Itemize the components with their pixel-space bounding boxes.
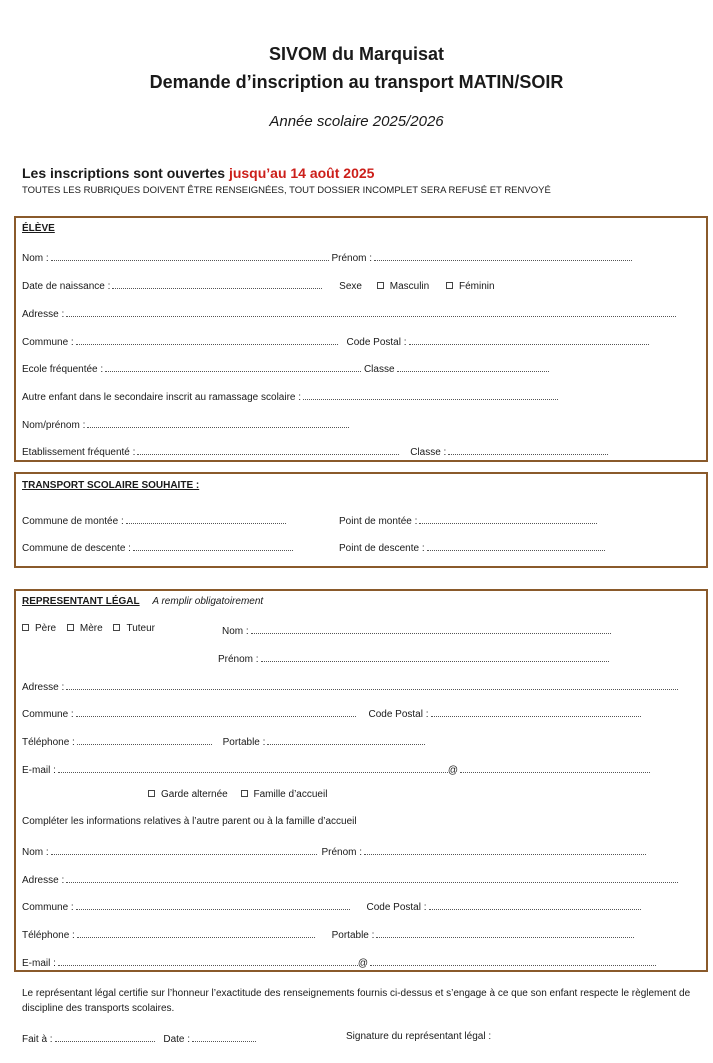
rep-commune-field[interactable]: [76, 706, 356, 717]
fait-a-field[interactable]: [55, 1031, 155, 1042]
other-email-label: E-mail :: [22, 958, 56, 969]
ecole-label: Ecole fréquentée :: [22, 364, 104, 375]
rep-telephone-label: Téléphone :: [22, 737, 75, 748]
garde-row: [148, 789, 327, 800]
point-montee-field[interactable]: [419, 513, 597, 524]
other-prenom-label: Prénom :: [321, 847, 363, 858]
eleve-prenom-label: Prénom :: [331, 253, 373, 264]
feminin-checkbox[interactable]: [446, 282, 453, 289]
famille-accueil-label: Famille d’accueil: [253, 789, 328, 800]
masculin-label: Masculin: [389, 281, 430, 292]
classe2-field[interactable]: [448, 444, 608, 455]
nom-prenom-row: [22, 417, 349, 431]
commune-descente-field[interactable]: [133, 540, 293, 551]
rep-nom-label: Nom :: [222, 626, 249, 637]
tuteur-label: Tuteur: [126, 623, 156, 634]
eleve-birth-row: [22, 278, 495, 292]
other-email-user-field[interactable]: [58, 955, 358, 966]
commune-descente-label: Commune de descente :: [22, 543, 131, 554]
mere-checkbox[interactable]: [67, 624, 74, 631]
notice-prefix: Les inscriptions sont ouvertes: [22, 165, 229, 181]
mere-label: Mère: [79, 623, 103, 634]
eleve-cp-field[interactable]: [409, 334, 649, 345]
other-email-at: @: [357, 958, 369, 969]
eleve-commune-field[interactable]: [76, 334, 338, 345]
rep-email-user-field[interactable]: [58, 762, 448, 773]
other-cp-field[interactable]: [429, 899, 641, 910]
commune-montee-field[interactable]: [126, 513, 286, 524]
garde-alternee-checkbox[interactable]: [148, 790, 155, 797]
autre-enfant-label: Autre enfant dans le secondaire inscrit au ramassage scolaire :: [22, 392, 302, 403]
other-adresse-row: [22, 872, 678, 886]
feminin-label: Féminin: [459, 281, 495, 292]
autre-enfant-field[interactable]: [303, 389, 558, 400]
completer-instruction: Compléter les informations relatives à l’autre parent ou à la famille d’accueil: [22, 816, 357, 827]
descente-row: [22, 540, 293, 554]
rep-nom-row: [222, 623, 611, 637]
sexe-label: Sexe: [339, 281, 362, 292]
point-descente-label: Point de descente :: [339, 543, 425, 554]
section-heading-transport: TRANSPORT SCOLAIRE SOUHAITE :: [22, 480, 200, 491]
rep-portable-label: Portable :: [222, 737, 266, 748]
form-title: Demande d’inscription au transport MATIN/SOIR: [149, 72, 564, 92]
eleve-commune-row: [22, 334, 649, 348]
other-portable-label: Portable :: [331, 930, 375, 941]
classe2-label: Classe :: [410, 447, 447, 458]
rep-email-at: @: [447, 765, 459, 776]
other-adresse-label: Adresse :: [22, 875, 65, 886]
representant-note: A remplir obligatoirement: [152, 596, 264, 607]
other-commune-field[interactable]: [76, 899, 350, 910]
other-cp-label: Code Postal :: [366, 902, 427, 913]
etablissement-label: Etablissement fréquenté :: [22, 447, 136, 458]
rep-prenom-field[interactable]: [261, 651, 609, 662]
form-title-organisation: SIVOM du Marquisat: [268, 44, 445, 64]
nom-prenom-field[interactable]: [87, 417, 349, 428]
point-descente-row: [339, 540, 605, 554]
date-field[interactable]: [192, 1031, 256, 1042]
classe-label: Classe: [363, 364, 395, 375]
commune-montee-label: Commune de montée :: [22, 516, 124, 527]
section-representant: [14, 589, 708, 972]
rep-adresse-field[interactable]: [66, 679, 678, 690]
eleve-adresse-row: [22, 306, 676, 320]
eleve-adresse-field[interactable]: [66, 306, 676, 317]
other-nom-row: [22, 844, 646, 858]
mandatory-notice: TOUTES LES RUBRIQUES DOIVENT ÊTRE RENSEIGNÉES, TOUT DOSSIER INCOMPLET SERA REFUSÉ ET RENVOYÉ: [22, 185, 551, 196]
rep-telephone-field[interactable]: [77, 734, 212, 745]
nom-prenom-label: Nom/prénom :: [22, 420, 86, 431]
classe-field[interactable]: [397, 361, 549, 372]
birthdate-label: Date de naissance :: [22, 281, 111, 292]
other-telephone-label: Téléphone :: [22, 930, 75, 941]
rep-portable-field[interactable]: [267, 734, 425, 745]
eleve-adresse-label: Adresse :: [22, 309, 65, 320]
eleve-nom-row: [22, 250, 632, 264]
certification-text: Le représentant légal certifie sur l’honneur l’exactitude des renseignements fournis ci-dessus et s’engage à ce que son enfant respecte le règlement de discipline des transports scolaires.: [22, 988, 691, 1014]
birthdate-field[interactable]: [112, 278, 322, 289]
registration-notice: [22, 165, 374, 181]
section-heading-representant: REPRESENTANT LÉGAL: [22, 596, 140, 607]
eleve-cp-label: Code Postal :: [346, 337, 407, 348]
rep-email-domain-field[interactable]: [460, 762, 650, 773]
other-email-row: [22, 955, 656, 969]
rep-nom-field[interactable]: [251, 623, 611, 634]
other-commune-row: [22, 899, 641, 913]
other-adresse-field[interactable]: [66, 872, 678, 883]
other-portable-field[interactable]: [376, 927, 634, 938]
autre-enfant-row: [22, 389, 558, 403]
other-nom-label: Nom :: [22, 847, 49, 858]
other-email-domain-field[interactable]: [370, 955, 656, 966]
point-montee-label: Point de montée :: [339, 516, 418, 527]
rep-email-label: E-mail :: [22, 765, 56, 776]
eleve-commune-label: Commune :: [22, 337, 74, 348]
point-montee-row: [339, 513, 597, 527]
pere-label: Père: [35, 623, 57, 634]
fait-date-row: [22, 1031, 256, 1045]
rep-prenom-row: [218, 651, 609, 665]
tuteur-checkbox[interactable]: [113, 624, 120, 631]
garde-alternee-label: Garde alternée: [161, 789, 228, 800]
montee-row: [22, 513, 286, 527]
eleve-prenom-field[interactable]: [374, 250, 632, 261]
other-telephone-field[interactable]: [77, 927, 315, 938]
other-nom-field[interactable]: [51, 844, 317, 855]
rep-phone-row: [22, 734, 425, 748]
rep-email-row: [22, 762, 650, 776]
relation-row: [22, 623, 155, 634]
etablissement-row: [22, 444, 608, 458]
famille-accueil-checkbox[interactable]: [241, 790, 248, 797]
rep-commune-label: Commune :: [22, 709, 74, 720]
section-heading-eleve: ÉLÈVE: [22, 223, 55, 234]
signature-label: Signature du représentant légal :: [346, 1031, 492, 1042]
date-label: Date :: [163, 1034, 191, 1045]
other-phone-row: [22, 927, 634, 941]
eleve-nom-label: Nom :: [22, 253, 49, 264]
rep-cp-label: Code Postal :: [368, 709, 429, 720]
representant-heading-row: [22, 596, 263, 607]
rep-prenom-label: Prénom :: [218, 654, 259, 665]
eleve-nom-field[interactable]: [51, 250, 329, 261]
rep-commune-row: [22, 706, 641, 720]
rep-cp-field[interactable]: [431, 706, 641, 717]
fait-a-label: Fait à :: [22, 1034, 53, 1045]
etablissement-field[interactable]: [137, 444, 399, 455]
other-commune-label: Commune :: [22, 902, 74, 913]
eleve-ecole-row: [22, 361, 549, 375]
pere-checkbox[interactable]: [22, 624, 29, 631]
school-year: Année scolaire 2025/2026: [269, 113, 444, 130]
other-prenom-field[interactable]: [364, 844, 646, 855]
rep-adresse-label: Adresse :: [22, 682, 65, 693]
masculin-checkbox[interactable]: [377, 282, 384, 289]
ecole-field[interactable]: [105, 361, 361, 372]
rep-adresse-row: [22, 679, 678, 693]
notice-deadline: jusqu’au 14 août 2025: [228, 165, 375, 181]
point-descente-field[interactable]: [427, 540, 605, 551]
